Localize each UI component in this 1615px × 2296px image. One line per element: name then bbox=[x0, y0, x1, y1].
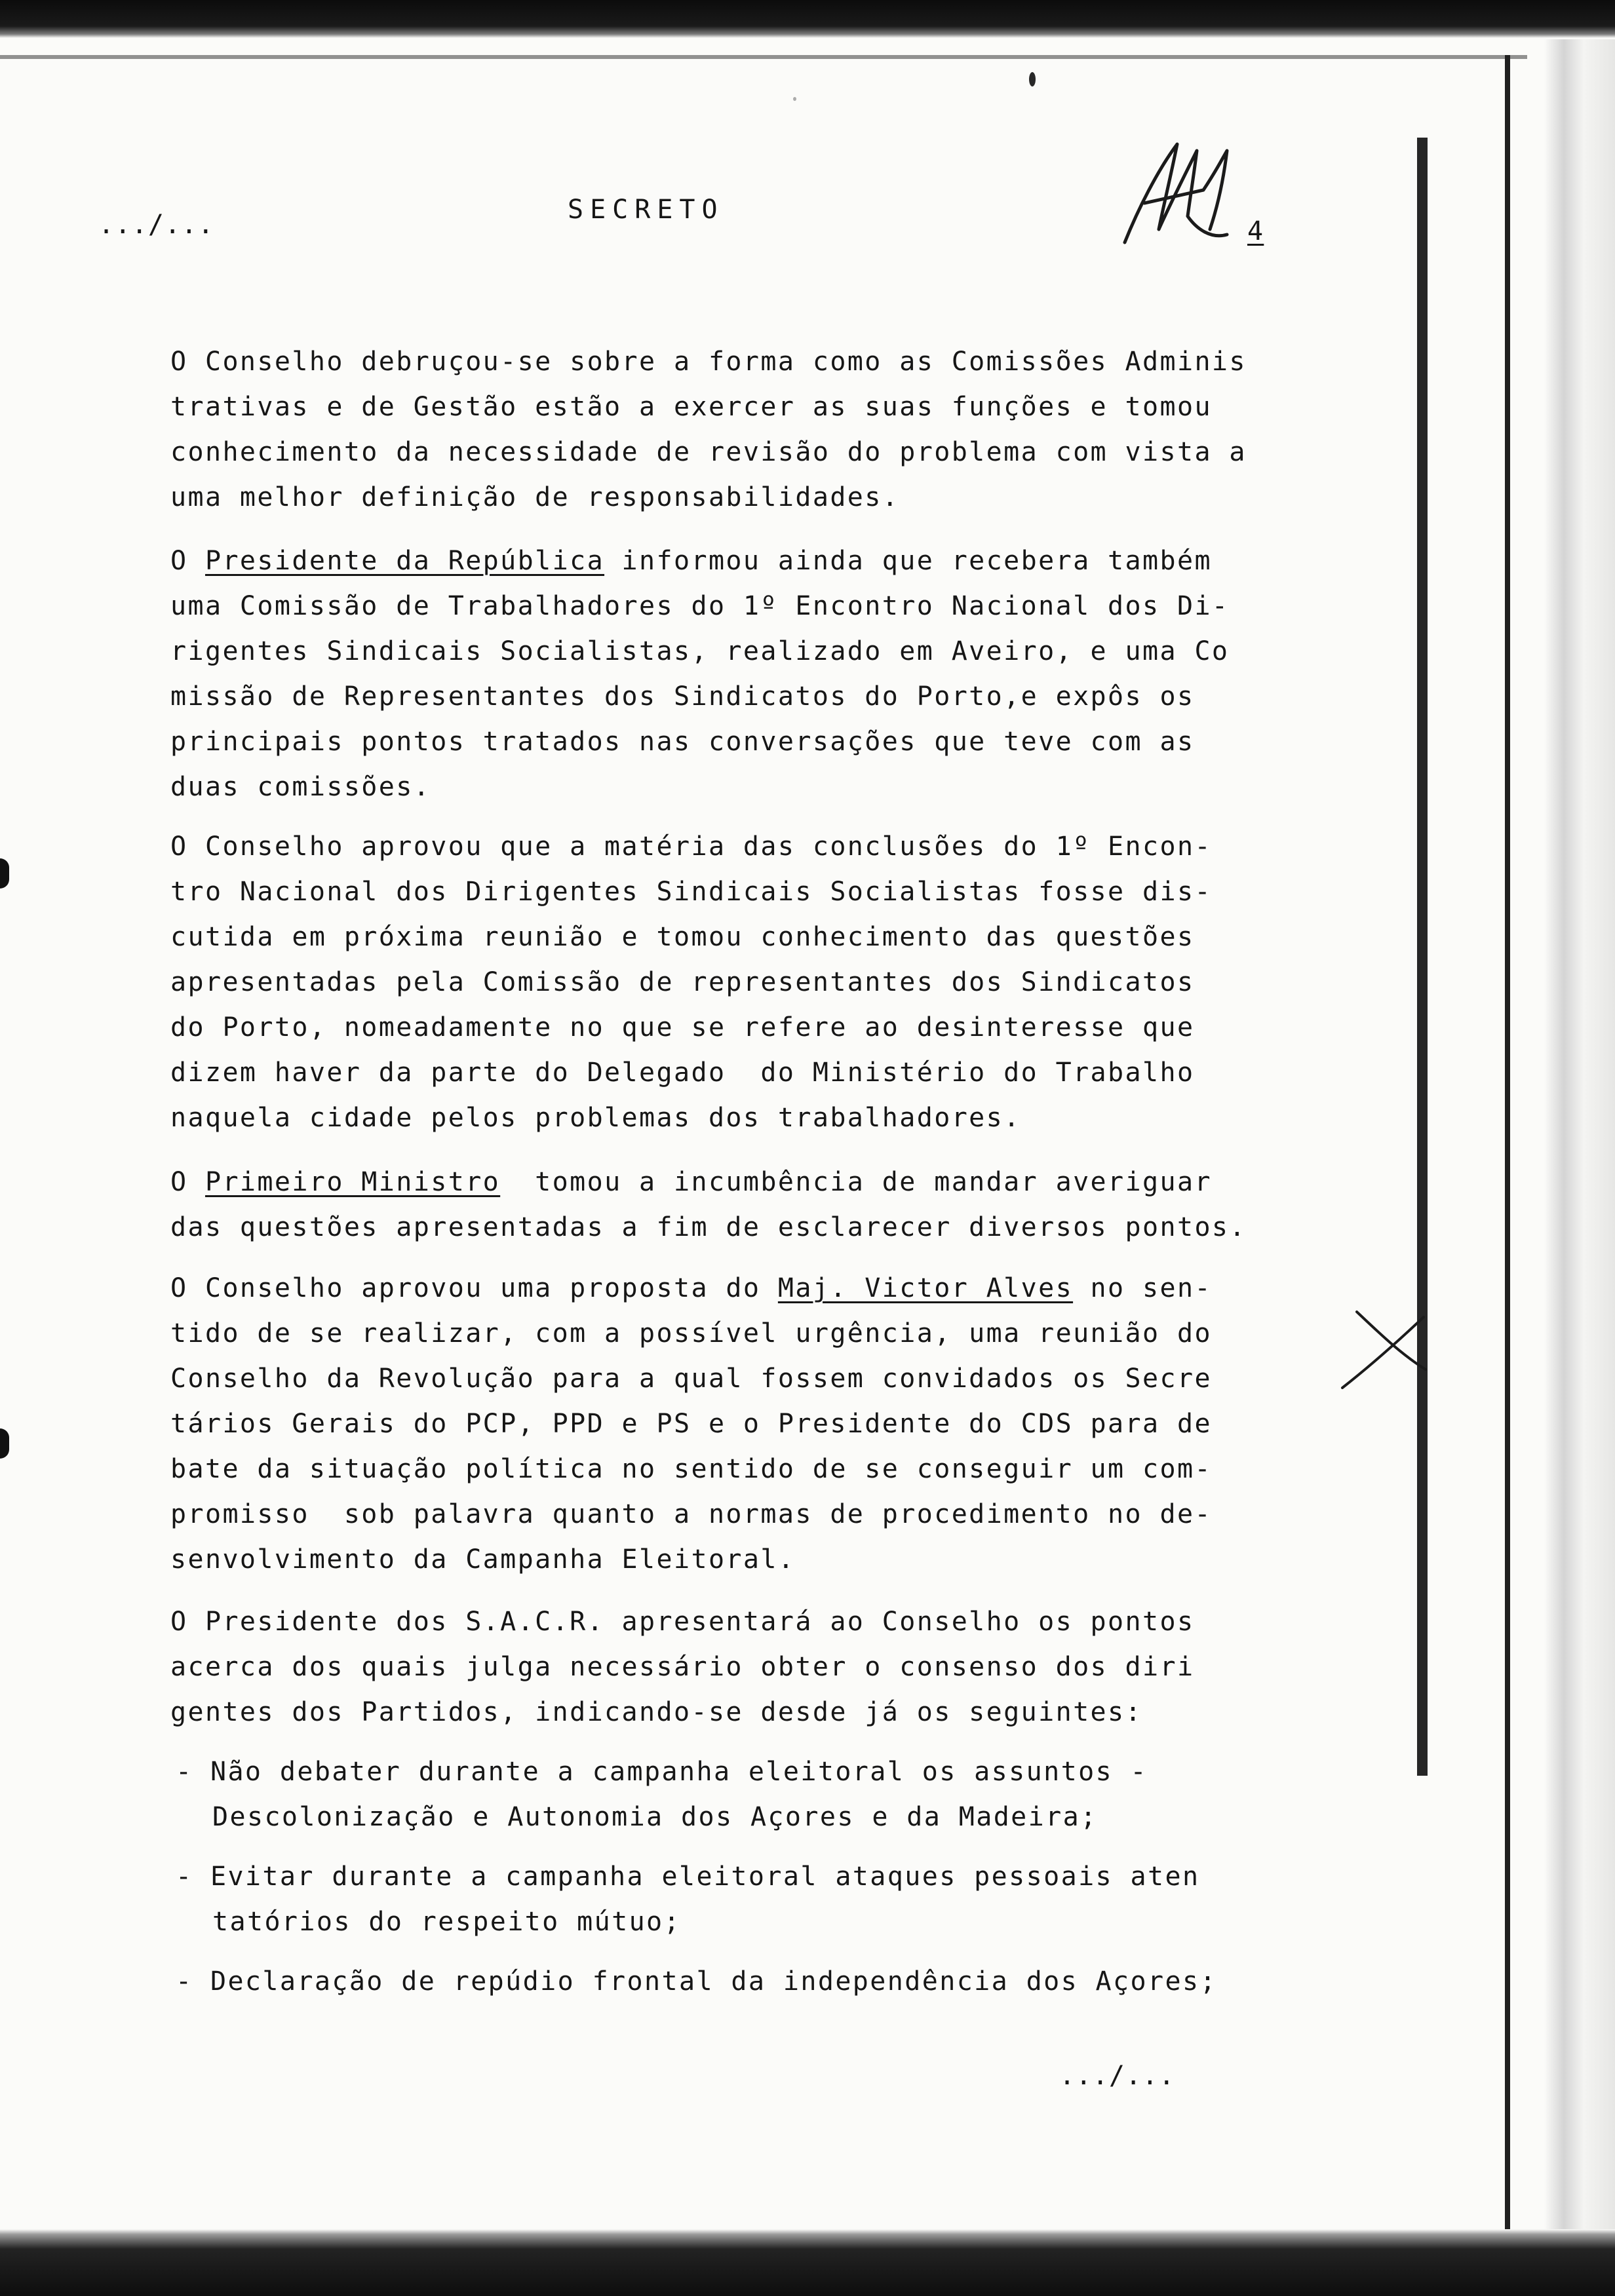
paragraph-line: O Presidente dos S.A.C.R. apresentará ao Conselho os pontos bbox=[170, 1607, 1195, 1637]
paragraph-line: missão de Representantes dos Sindicatos do Porto,e expôs os bbox=[170, 681, 1195, 712]
classification-heading: SECRETO bbox=[568, 195, 724, 225]
paragraph-line-with-underlined-name: O Presidente da República informou ainda que recebera também bbox=[170, 546, 1212, 576]
scan-top-rule bbox=[0, 55, 1527, 59]
punch-hole-mark bbox=[0, 1428, 9, 1459]
bullet-item bbox=[176, 1750, 1148, 1840]
continuation-marker-top: .../... bbox=[98, 210, 214, 240]
underlined-name: Primeiro Ministro bbox=[204, 1167, 501, 1197]
paragraph-line: naquela cidade pelos problemas dos trabalhadores. bbox=[170, 1103, 1021, 1133]
paragraph-line: promisso sob palavra quanto a normas de procedimento no de- bbox=[170, 1499, 1212, 1529]
paragraph-administrative-commissions bbox=[170, 339, 1324, 520]
bullet-line: Descolonização e Autonomia dos Açores e da Madeira; bbox=[212, 1802, 1098, 1832]
paragraph-line: apresentadas pela Comissão de representantes dos Sindicatos bbox=[170, 967, 1195, 997]
bullet-line: - Não debater durante a campanha eleitoral os assuntos - bbox=[176, 1757, 1148, 1787]
paragraph-line: Conselho da Revolução para a qual fossem convidados os Secre bbox=[170, 1364, 1212, 1394]
paragraph-line: dizem haver da parte do Delegado do Ministério do Trabalho bbox=[170, 1058, 1195, 1088]
paragraph-line: tido de se realizar, com a possível urgência, uma reunião do bbox=[170, 1318, 1212, 1349]
bullet-line: - Declaração de repúdio frontal da independência dos Açores; bbox=[176, 1966, 1217, 1997]
scan-right-rule bbox=[1505, 55, 1510, 2230]
paragraph-line: das questões apresentadas a fim de esclarecer diversos pontos. bbox=[170, 1212, 1247, 1242]
underlined-name: Presidente da República bbox=[204, 546, 605, 576]
scan-bottom-edge bbox=[0, 2229, 1615, 2296]
paragraph-line: rigentes Sindicais Socialistas, realizado em Aveiro, e uma Co bbox=[170, 636, 1230, 666]
ink-speck bbox=[793, 97, 796, 101]
paragraph-sacr-president-points bbox=[170, 1599, 1324, 1735]
continuation-marker-bottom: .../... bbox=[1059, 2061, 1175, 2091]
underlined-name: Maj. Victor Alves bbox=[777, 1273, 1074, 1303]
paragraph-line: O Conselho aprovou que a matéria das conclusões do 1º Encon- bbox=[170, 832, 1212, 862]
paragraph-line: tários Gerais do PCP, PPD e PS e o Presidente do CDS para de bbox=[170, 1409, 1212, 1439]
paragraph-line: trativas e de Gestão estão a exercer as suas funções e tomou bbox=[170, 392, 1212, 422]
scan-top-edge bbox=[0, 0, 1615, 38]
page-number: 4 bbox=[1247, 216, 1264, 246]
paragraph-line: duas comissões. bbox=[170, 772, 431, 802]
paragraph-line: acerca dos quais julga necessário obter o consenso dos diri bbox=[170, 1652, 1195, 1682]
punch-hole-mark bbox=[0, 858, 9, 889]
paragraph-line: principais pontos tratados nas conversações que teve com as bbox=[170, 727, 1195, 757]
paragraph-line: bate da situação política no sentido de se conseguir um com- bbox=[170, 1454, 1212, 1484]
paragraph-line: cutida em próxima reunião e tomou conhecimento das questões bbox=[170, 922, 1195, 952]
paragraph-president-meetings bbox=[170, 539, 1324, 810]
handwritten-x-mark-icon bbox=[1337, 1304, 1429, 1389]
paragraph-line: conhecimento da necessidade de revisão do problema com vista a bbox=[170, 437, 1247, 467]
paragraph-line: do Porto, nomeadamente no que se refere ao desinteresse que bbox=[170, 1012, 1195, 1043]
paragraph-line: uma melhor definição de responsabilidades. bbox=[170, 482, 900, 512]
paragraph-line-with-underlined-name: O Primeiro Ministro tomou a incumbência de mandar averiguar bbox=[170, 1167, 1212, 1197]
initials-signature-icon bbox=[1099, 131, 1249, 262]
bullet-item bbox=[176, 1854, 1199, 1945]
paragraph-victor-alves-proposal bbox=[170, 1266, 1324, 1582]
bullet-line: - Evitar durante a campanha eleitoral ataques pessoais aten bbox=[176, 1862, 1200, 1892]
paragraph-line: O Conselho debruçou-se sobre a forma como as Comissões Adminis bbox=[170, 347, 1247, 377]
paragraph-council-approval-encontro bbox=[170, 824, 1324, 1141]
paragraph-line: uma Comissão de Trabalhadores do 1º Encontro Nacional dos Di- bbox=[170, 591, 1230, 621]
bullet-line: tatórios do respeito mútuo; bbox=[212, 1907, 682, 1937]
bullet-item bbox=[176, 1959, 1217, 2004]
paragraph-line: tro Nacional dos Dirigentes Sindicais Socialistas fosse dis- bbox=[170, 877, 1212, 907]
margin-bar bbox=[1417, 138, 1428, 1776]
paragraph-line-with-underlined-name: O Conselho aprovou uma proposta do Maj. Victor Alves no sen- bbox=[170, 1273, 1212, 1303]
paragraph-prime-minister bbox=[170, 1160, 1324, 1250]
ink-speck bbox=[1029, 72, 1036, 86]
paragraph-line: senvolvimento da Campanha Eleitoral. bbox=[170, 1544, 796, 1575]
paragraph-line: gentes dos Partidos, indicando-se desde já os seguintes: bbox=[170, 1697, 1142, 1727]
scan-right-edge bbox=[1544, 39, 1615, 2241]
